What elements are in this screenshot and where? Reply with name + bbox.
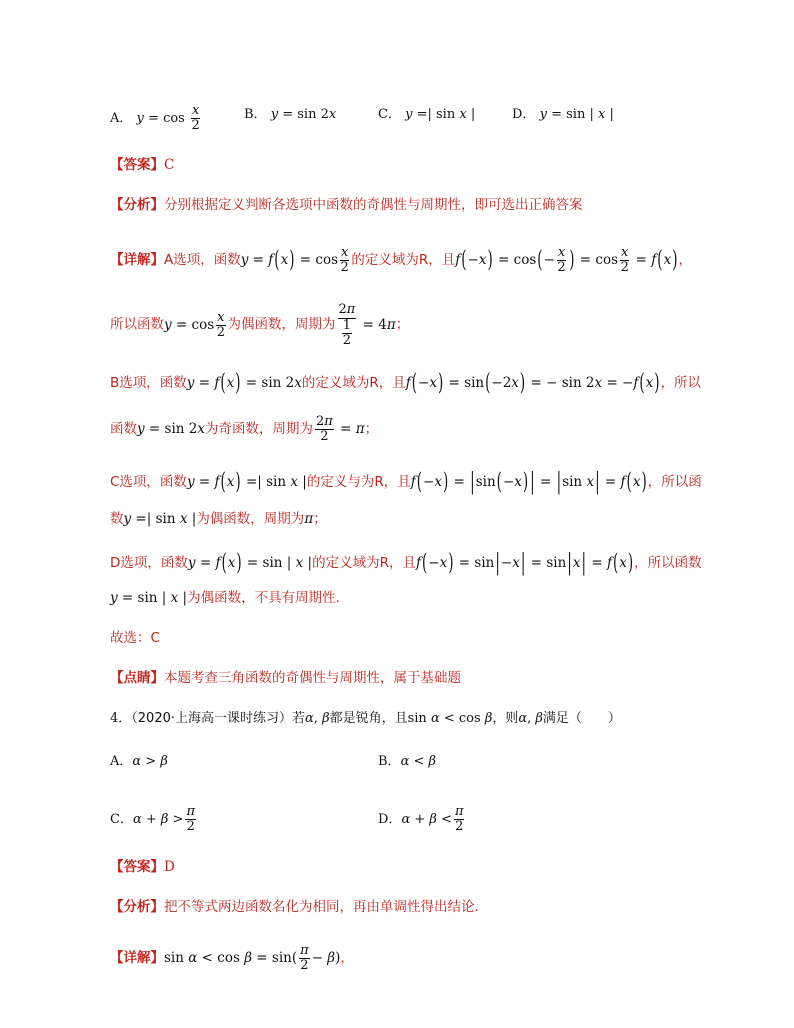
q3-detail-c-line2: 数y =| sin x |为偶函数，周期为π； — [110, 511, 327, 527]
q3-detail-b-line1: B选项，函数y = f(x) = sin 2x的定义域为R，且f(−x) = sin(−2x) = − sin 2x = −f(x)，所以 — [110, 369, 702, 397]
q4-analysis: 【分析】把不等式两边函数名化为相同，再由单调性得出结论． — [110, 899, 488, 915]
q3-detail-b-line2: 函数y = sin 2x为奇函数，周期为 $\frac{2\pi}{2}$ = π； — [110, 414, 379, 444]
q3-option-b: B． y = sin 2x — [244, 107, 337, 122]
q3-detail-d-line2: y = sin | x |为偶函数，不具有周期性. — [110, 590, 340, 606]
q3-point: 【点睛】本题考查三角函数的奇偶性与周期性，属于基础题 — [110, 670, 461, 686]
q3-analysis: 【分析】分别根据定义判断各选项中函数的奇偶性与周期性，即可选出正确答案 — [110, 197, 583, 213]
q3-option-d: D． y = sin | x | — [512, 107, 614, 122]
q4-stem: 4．（2020·上海高一课时练习）若α, β都是锐角，且sin α < cos β，则α, β满足（ ） — [110, 711, 621, 726]
q3-option-a: A． y = cos $\frac{x}{2}$ — [110, 103, 200, 133]
q3-detail-c-line1: C选项，函数y = f(x) =| sin x |的定义与为R，且f(−x) = |sin(−x) | = |sin x| = f(x)，所以函 — [110, 468, 702, 496]
q3-answer: 【答案】C — [110, 157, 175, 173]
q4-detail: 【详解】sin α < cos β = sin( $\frac{\pi}{2}$ − β)， — [110, 943, 354, 973]
q3-option-c: C． y =| sin x | — [378, 107, 476, 122]
q4-option-b: B．α < β — [378, 754, 437, 769]
q3-detail-a-line1: 【详解】A选项，函数y = f(x) = cos $\frac{x}{2}$ 的定义域为R，且f(−x) = cos(− $\frac{x}{2}$ ) = cos $\frac{x}{2}$ = f(x)， — [110, 245, 692, 275]
q3-detail-d-line1: D选项，函数y = f(x) = sin | x |的定义域为R，且f(−x) = sin|−x| = sin|x| = f(x)，所以函数 — [110, 549, 702, 577]
q3-detail-a-line2: 所以函数y = cos $\frac{x}{2}$ 为偶函数，周期为 $\frac{2\pi}{\frac{1}{2}}$ = 4π； — [110, 302, 410, 348]
q3-choice: 故选：C — [110, 630, 160, 646]
q4-option-c: C．α + β > $\frac{\pi}{2}$ — [110, 804, 195, 834]
q4-option-d: D．α + β < $\frac{\pi}{2}$ — [378, 804, 464, 834]
q4-option-a: A．α > β — [110, 754, 168, 769]
q4-answer: 【答案】D — [110, 859, 175, 875]
